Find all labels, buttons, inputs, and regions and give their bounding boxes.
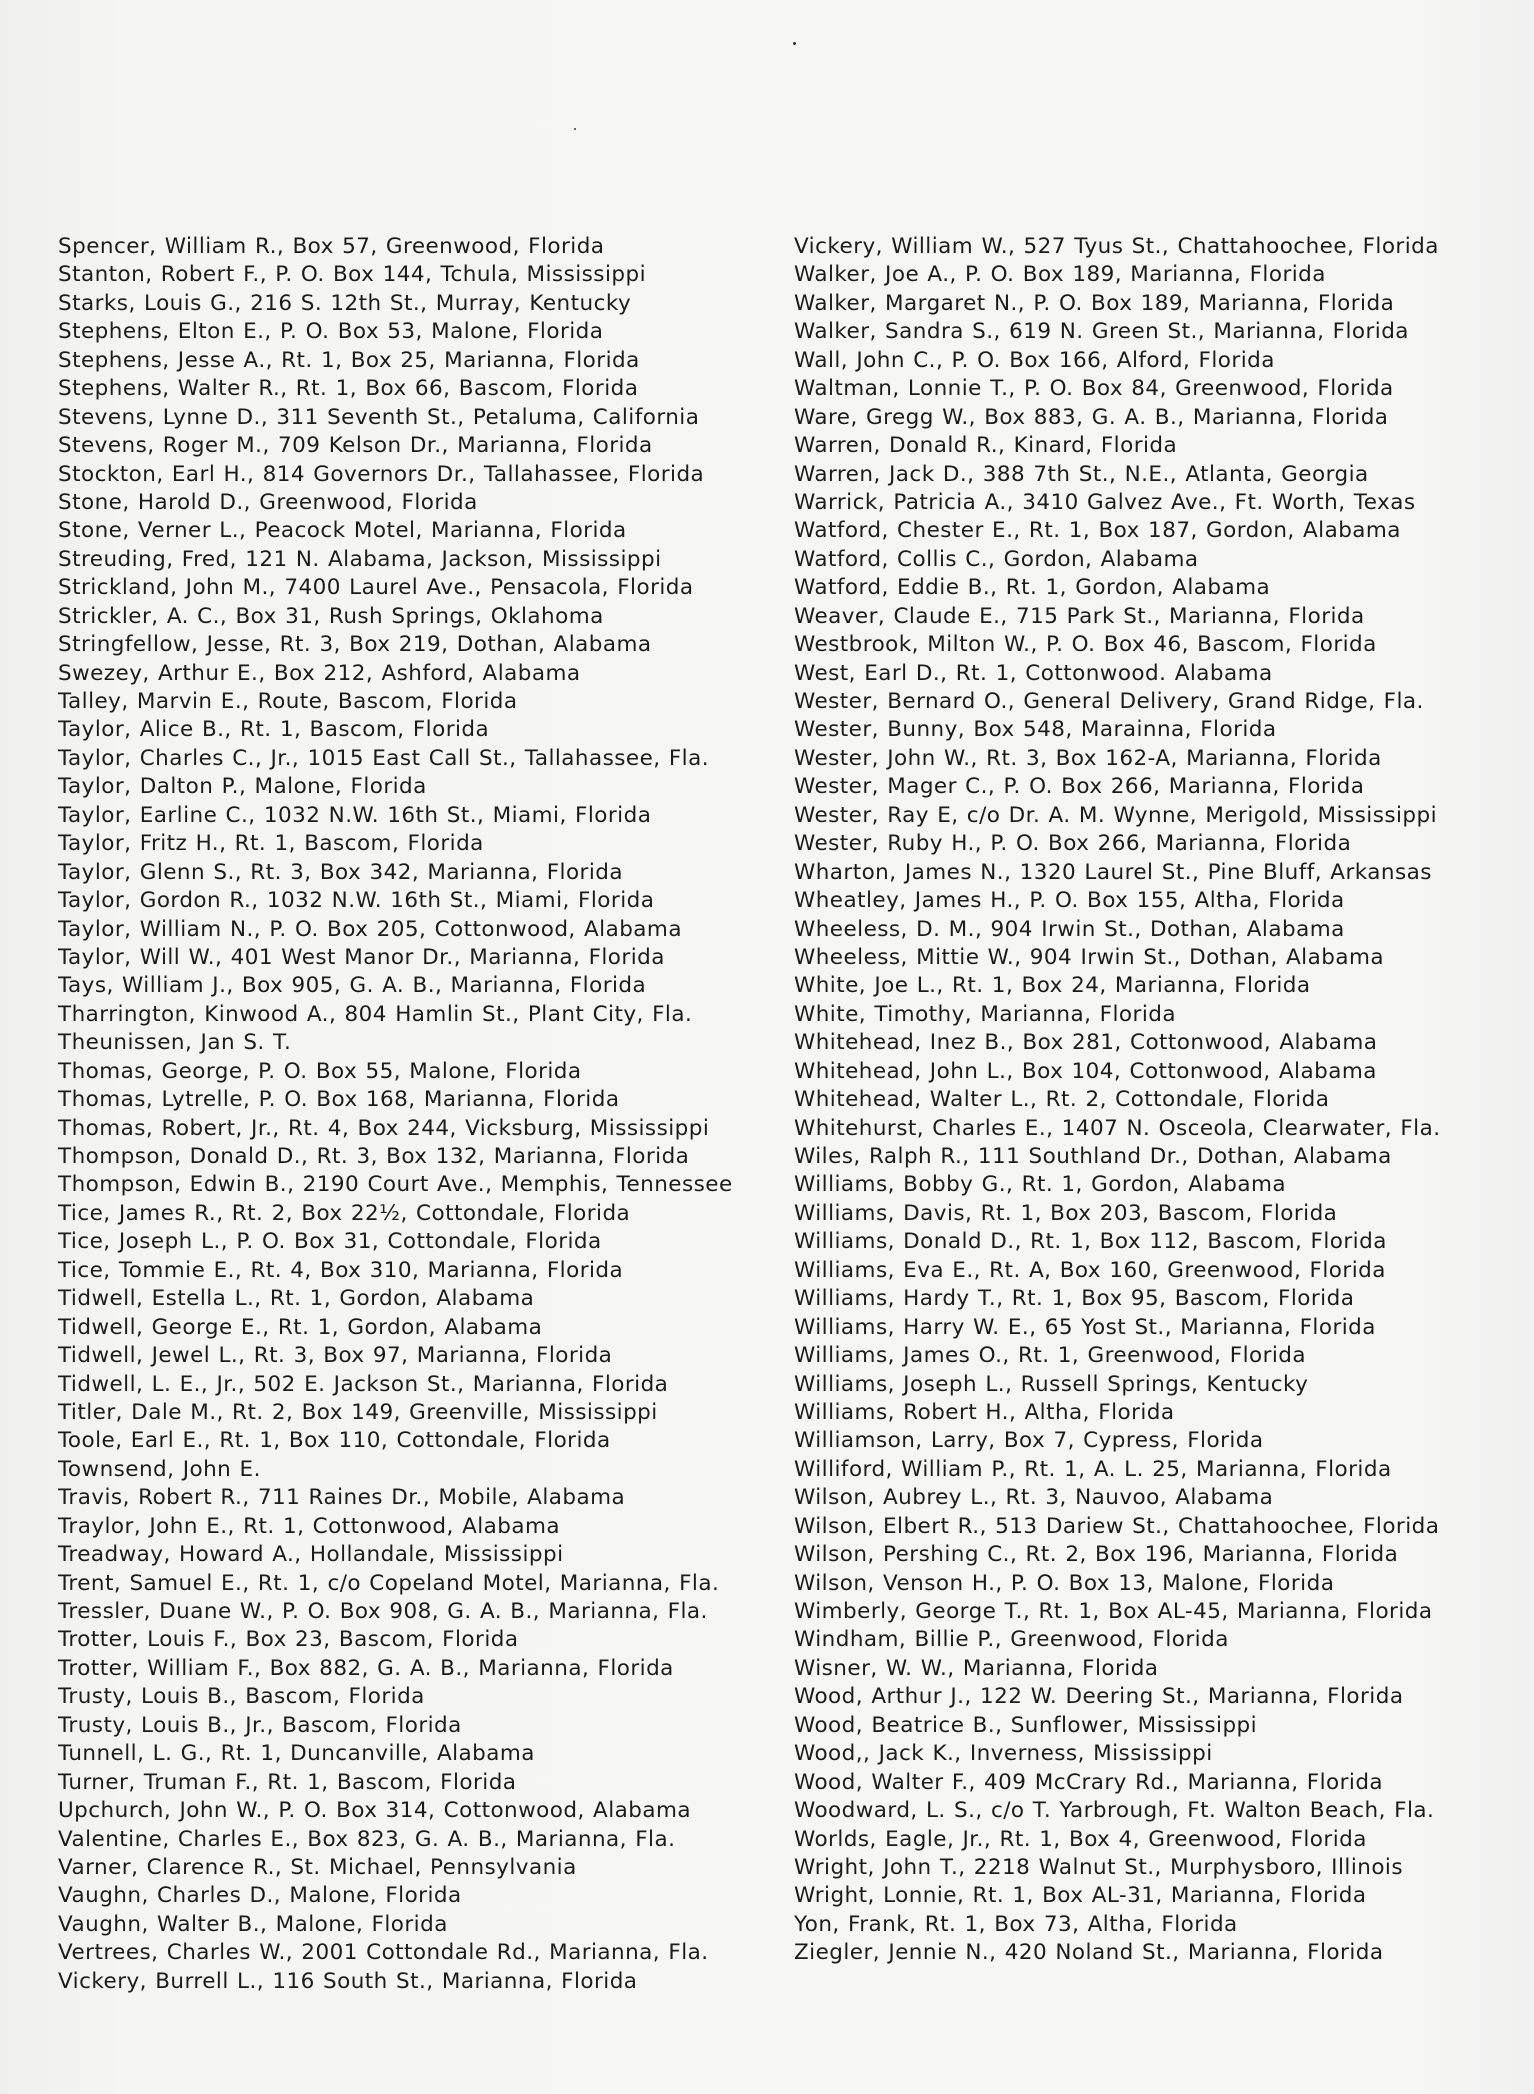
directory-entry: Williams, James O., Rt. 1, Greenwood, Florida (794, 1343, 1307, 1369)
directory-entry: Walker, Joe A., P. O. Box 189, Marianna, Florida (794, 262, 1326, 288)
directory-entry: Williams, Davis, Rt. 1, Box 203, Bascom, Florida (794, 1200, 1338, 1226)
directory-entry: Toole, Earl E., Rt. 1, Box 110, Cottondale, Florida (58, 1428, 611, 1454)
directory-entry: Wheeless, Mittie W., 904 Irwin St., Dothan, Alabama (794, 944, 1384, 970)
directory-entry: Williford, William P., Rt. 1, A. L. 25, Marianna, Florida (794, 1456, 1392, 1482)
directory-entry: Vaughn, Charles D., Malone, Florida (58, 1883, 462, 1909)
directory-entry: Starks, Louis G., 216 S. 12th St., Murray, Kentucky (58, 290, 632, 316)
directory-entry: Stevens, Roger M., 709 Kelson Dr., Marianna, Florida (58, 433, 653, 459)
directory-entry: Wester, Bunny, Box 548, Marainna, Florida (794, 717, 1277, 743)
directory-entry: West, Earl D., Rt. 1, Cottonwood. Alabama (794, 660, 1273, 686)
directory-entry: Williams, Eva E., Rt. A, Box 160, Greenwood, Florida (794, 1257, 1386, 1283)
directory-entry: Walker, Margaret N., P. O. Box 189, Marianna, Florida (794, 290, 1395, 316)
directory-entry: Warren, Donald R., Kinard, Florida (794, 433, 1178, 459)
directory-entry: Taylor, Alice B., Rt. 1, Bascom, Florida (58, 717, 490, 743)
directory-entry: Waltman, Lonnie T., P. O. Box 84, Greenwood, Florida (794, 376, 1394, 402)
directory-entry: Wester, John W., Rt. 3, Box 162-A, Marianna, Florida (794, 745, 1382, 771)
directory-entry: Wilson, Aubrey L., Rt. 3, Nauvoo, Alabama (794, 1485, 1274, 1511)
directory-entry: Watford, Collis C., Gordon, Alabama (794, 546, 1199, 572)
directory-entry: Wester, Ray E, c/o Dr. A. M. Wynne, Merigold, Mississippi (794, 802, 1438, 828)
directory-entry: Weaver, Claude E., 715 Park St., Marianna, Florida (794, 603, 1365, 629)
directory-entry: Worlds, Eagle, Jr., Rt. 1, Box 4, Greenwood, Florida (794, 1826, 1367, 1852)
directory-entry: Vertrees, Charles W., 2001 Cottondale Rd., Marianna, Fla. (58, 1940, 709, 1966)
directory-entry: Theunissen, Jan S. T. (58, 1030, 292, 1056)
directory-entry: Whitehead, John L., Box 104, Cottonwood, Alabama (794, 1058, 1377, 1084)
directory-entry: Williams, Robert H., Altha, Florida (794, 1399, 1175, 1425)
directory-entry: Streuding, Fred, 121 N. Alabama, Jackson, Mississippi (58, 546, 662, 572)
directory-entry: Vickery, William W., 527 Tyus St., Chattahoochee, Florida (794, 234, 1439, 259)
directory-entry: Traylor, John E., Rt. 1, Cottonwood, Alabama (58, 1513, 561, 1539)
directory-entry: Vaughn, Walter B., Malone, Florida (58, 1911, 448, 1937)
directory-entry: Stevens, Lynne D., 311 Seventh St., Petaluma, California (58, 404, 700, 430)
directory-entry: Stephens, Elton E., P. O. Box 53, Malone, Florida (58, 319, 604, 345)
directory-entry: Wester, Bernard O., General Delivery, Grand Ridge, Fla. (794, 689, 1424, 714)
directory-entry: Wright, Lonnie, Rt. 1, Box AL-31, Marianna, Florida (794, 1883, 1367, 1909)
directory-entry: Titler, Dale M., Rt. 2, Box 149, Greenville, Mississippi (58, 1399, 658, 1425)
directory-entry: Tidwell, L. E., Jr., 502 E. Jackson St., Marianna, Florida (58, 1371, 669, 1397)
directory-entry: Tidwell, Estella L., Rt. 1, Gordon, Alabama (58, 1286, 535, 1312)
directory-entry: Valentine, Charles E., Box 823, G. A. B., Marianna, Fla. (58, 1826, 676, 1852)
directory-entry: Watford, Chester E., Rt. 1, Box 187, Gordon, Alabama (794, 518, 1401, 544)
directory-column-left (58, 233, 748, 1996)
directory-entry: Whitehurst, Charles E., 1407 N. Osceola, Clearwater, Fla. (794, 1115, 1441, 1141)
directory-entry: Warren, Jack D., 388 7th St., N.E., Atlanta, Georgia (794, 461, 1369, 487)
directory-entry: Wilson, Pershing C., Rt. 2, Box 196, Marianna, Florida (794, 1542, 1399, 1568)
directory-entry: Walker, Sandra S., 619 N. Green St., Marianna, Florida (794, 319, 1409, 345)
directory-entry: Tice, James R., Rt. 2, Box 22½, Cottondale, Florida (58, 1200, 631, 1226)
directory-entry: Swezey, Arthur E., Box 212, Ashford, Alabama (58, 660, 581, 686)
directory-entry: Thompson, Edwin B., 2190 Court Ave., Memphis, Tennessee (58, 1172, 733, 1198)
directory-entry: Stephens, Walter R., Rt. 1, Box 66, Bascom, Florida (58, 376, 639, 402)
directory-entry: Townsend, John E. (58, 1456, 261, 1482)
directory-entry: Wilson, Venson H., P. O. Box 13, Malone, Florida (794, 1570, 1335, 1596)
directory-entry: Taylor, Earline C., 1032 N.W. 16th St., Miami, Florida (58, 802, 652, 828)
directory-column-right (794, 233, 1494, 1968)
directory-entry: Whitehead, Inez B., Box 281, Cottonwood, Alabama (794, 1030, 1378, 1056)
directory-entry: Tidwell, George E., Rt. 1, Gordon, Alabama (58, 1314, 543, 1340)
directory-entry: Talley, Marvin E., Route, Bascom, Florida (58, 689, 518, 714)
directory-entry: Thomas, Lytrelle, P. O. Box 168, Marianna, Florida (58, 1087, 620, 1113)
directory-entry: Williams, Donald D., Rt. 1, Box 112, Bascom, Florida (794, 1229, 1387, 1255)
directory-entry: Strickland, John M., 7400 Laurel Ave., Pensacola, Florida (58, 575, 694, 601)
directory-entry: Tice, Tommie E., Rt. 4, Box 310, Marianna, Florida (58, 1257, 624, 1283)
directory-entry: Taylor, Gordon R., 1032 N.W. 16th St., Miami, Florida (58, 888, 655, 914)
directory-entry: Wood,, Jack K., Inverness, Mississippi (794, 1741, 1213, 1767)
directory-entry: Trotter, Louis F., Box 23, Bascom, Florida (58, 1627, 519, 1653)
print-speck (793, 42, 796, 45)
directory-entry: Wheatley, James H., P. O. Box 155, Altha, Florida (794, 888, 1345, 914)
directory-entry: White, Timothy, Marianna, Florida (794, 1001, 1176, 1027)
directory-entry: Thomas, George, P. O. Box 55, Malone, Florida (58, 1058, 582, 1084)
directory-entry: Ziegler, Jennie N., 420 Noland St., Marianna, Florida (794, 1940, 1384, 1966)
directory-entry: Taylor, Fritz H., Rt. 1, Bascom, Florida (58, 831, 484, 857)
directory-entry: Williams, Joseph L., Russell Springs, Kentucky (794, 1371, 1309, 1397)
directory-entry: Ware, Gregg W., Box 883, G. A. B., Marianna, Florida (794, 404, 1389, 430)
directory-entry: Stone, Harold D., Greenwood, Florida (58, 489, 478, 515)
directory-entry: Tice, Joseph L., P. O. Box 31, Cottondale, Florida (58, 1229, 602, 1255)
directory-entry: Wester, Mager C., P. O. Box 266, Marianna, Florida (794, 774, 1365, 800)
print-speck (574, 128, 576, 130)
directory-entry: Wright, John T., 2218 Walnut St., Murphysboro, Illinois (794, 1854, 1403, 1880)
directory-entry: Spencer, William R., Box 57, Greenwood, Florida (58, 234, 605, 259)
directory-entry: Thompson, Donald D., Rt. 3, Box 132, Marianna, Florida (58, 1144, 690, 1169)
directory-entry: Tays, William J., Box 905, G. A. B., Marianna, Florida (58, 973, 647, 999)
directory-entry: Strickler, A. C., Box 31, Rush Springs, Oklahoma (58, 603, 604, 629)
directory-entry: Tidwell, Jewel L., Rt. 3, Box 97, Marianna, Florida (58, 1343, 613, 1369)
directory-entry: Stringfellow, Jesse, Rt. 3, Box 219, Dothan, Alabama (58, 632, 652, 658)
directory-entry: Stone, Verner L., Peacock Motel, Marianna, Florida (58, 518, 627, 544)
directory-entry: Trusty, Louis B., Jr., Bascom, Florida (58, 1712, 462, 1738)
directory-entry: Wisner, W. W., Marianna, Florida (794, 1655, 1159, 1681)
directory-entry: Watford, Eddie B., Rt. 1, Gordon, Alabama (794, 575, 1271, 601)
directory-entry: Travis, Robert R., 711 Raines Dr., Mobile, Alabama (58, 1485, 626, 1511)
directory-entry: Vickery, Burrell L., 116 South St., Marianna, Florida (58, 1968, 638, 1994)
directory-entry: Williams, Bobby G., Rt. 1, Gordon, Alabama (794, 1172, 1287, 1198)
directory-entry: Taylor, Will W., 401 West Manor Dr., Marianna, Florida (58, 944, 665, 970)
directory-entry: Taylor, Charles C., Jr., 1015 East Call St., Tallahassee, Fla. (58, 745, 709, 771)
directory-entry: Wiles, Ralph R., 111 Southland Dr., Dothan, Alabama (794, 1144, 1392, 1169)
directory-entry: Wood, Walter F., 409 McCrary Rd., Marianna, Florida (794, 1769, 1384, 1795)
directory-entry: Tharrington, Kinwood A., 804 Hamlin St., Plant City, Fla. (58, 1001, 693, 1027)
directory-entry: Trotter, William F., Box 882, G. A. B., Marianna, Florida (58, 1655, 674, 1681)
directory-entry: Trusty, Louis B., Bascom, Florida (58, 1684, 425, 1710)
directory-entry: Upchurch, John W., P. O. Box 314, Cottonwood, Alabama (58, 1798, 691, 1824)
directory-entry: Tunnell, L. G., Rt. 1, Duncanville, Alabama (58, 1741, 535, 1767)
directory-entry: Woodward, L. S., c/o T. Yarbrough, Ft. Walton Beach, Fla. (794, 1798, 1435, 1824)
directory-entry: Taylor, Dalton P., Malone, Florida (58, 774, 427, 800)
directory-entry: Treadway, Howard A., Hollandale, Mississippi (58, 1542, 564, 1568)
directory-entry: Trent, Samuel E., Rt. 1, c/o Copeland Motel, Marianna, Fla. (58, 1570, 720, 1596)
directory-entry: Wheeless, D. M., 904 Irwin St., Dothan, Alabama (794, 916, 1345, 942)
directory-entry: Westbrook, Milton W., P. O. Box 46, Bascom, Florida (794, 632, 1377, 658)
directory-entry: Williamson, Larry, Box 7, Cypress, Florida (794, 1428, 1264, 1454)
directory-entry: Wester, Ruby H., P. O. Box 266, Marianna, Florida (794, 831, 1352, 857)
directory-entry: White, Joe L., Rt. 1, Box 24, Marianna, Florida (794, 973, 1311, 999)
directory-entry: Wimberly, George T., Rt. 1, Box AL-45, Marianna, Florida (794, 1599, 1433, 1624)
directory-entry: Wood, Beatrice B., Sunflower, Mississippi (794, 1712, 1258, 1738)
directory-entry: Stanton, Robert F., P. O. Box 144, Tchula, Mississippi (58, 262, 647, 288)
directory-entry: Taylor, Glenn S., Rt. 3, Box 342, Marianna, Florida (58, 859, 623, 885)
directory-entry: Wilson, Elbert R., 513 Dariew St., Chattahoochee, Florida (794, 1513, 1440, 1539)
directory-entry: Tressler, Duane W., P. O. Box 908, G. A. B., Marianna, Fla. (58, 1599, 708, 1624)
directory-entry: Stockton, Earl H., 814 Governors Dr., Tallahassee, Florida (58, 461, 705, 487)
directory-entry: Stephens, Jesse A., Rt. 1, Box 25, Marianna, Florida (58, 347, 640, 373)
directory-entry: Turner, Truman F., Rt. 1, Bascom, Florida (58, 1769, 517, 1795)
directory-entry: Windham, Billie P., Greenwood, Florida (794, 1627, 1229, 1653)
directory-entry: Williams, Harry W. E., 65 Yost St., Marianna, Florida (794, 1314, 1376, 1340)
directory-entry: Varner, Clarence R., St. Michael, Pennsylvania (58, 1854, 577, 1880)
directory-entry: Thomas, Robert, Jr., Rt. 4, Box 244, Vicksburg, Mississippi (58, 1115, 710, 1141)
directory-entry: Warrick, Patricia A., 3410 Galvez Ave., Ft. Worth, Texas (794, 489, 1416, 515)
directory-entry: Wharton, James N., 1320 Laurel St., Pine Bluff, Arkansas (794, 859, 1432, 885)
directory-entry: Whitehead, Walter L., Rt. 2, Cottondale, Florida (794, 1087, 1330, 1113)
directory-entry: Williams, Hardy T., Rt. 1, Box 95, Bascom, Florida (794, 1286, 1355, 1312)
directory-entry: Taylor, William N., P. O. Box 205, Cottonwood, Alabama (58, 916, 682, 942)
directory-entry: Wall, John C., P. O. Box 166, Alford, Florida (794, 347, 1275, 373)
directory-entry: Yon, Frank, Rt. 1, Box 73, Altha, Florida (794, 1911, 1238, 1937)
directory-entry: Wood, Arthur J., 122 W. Deering St., Marianna, Florida (794, 1684, 1404, 1710)
